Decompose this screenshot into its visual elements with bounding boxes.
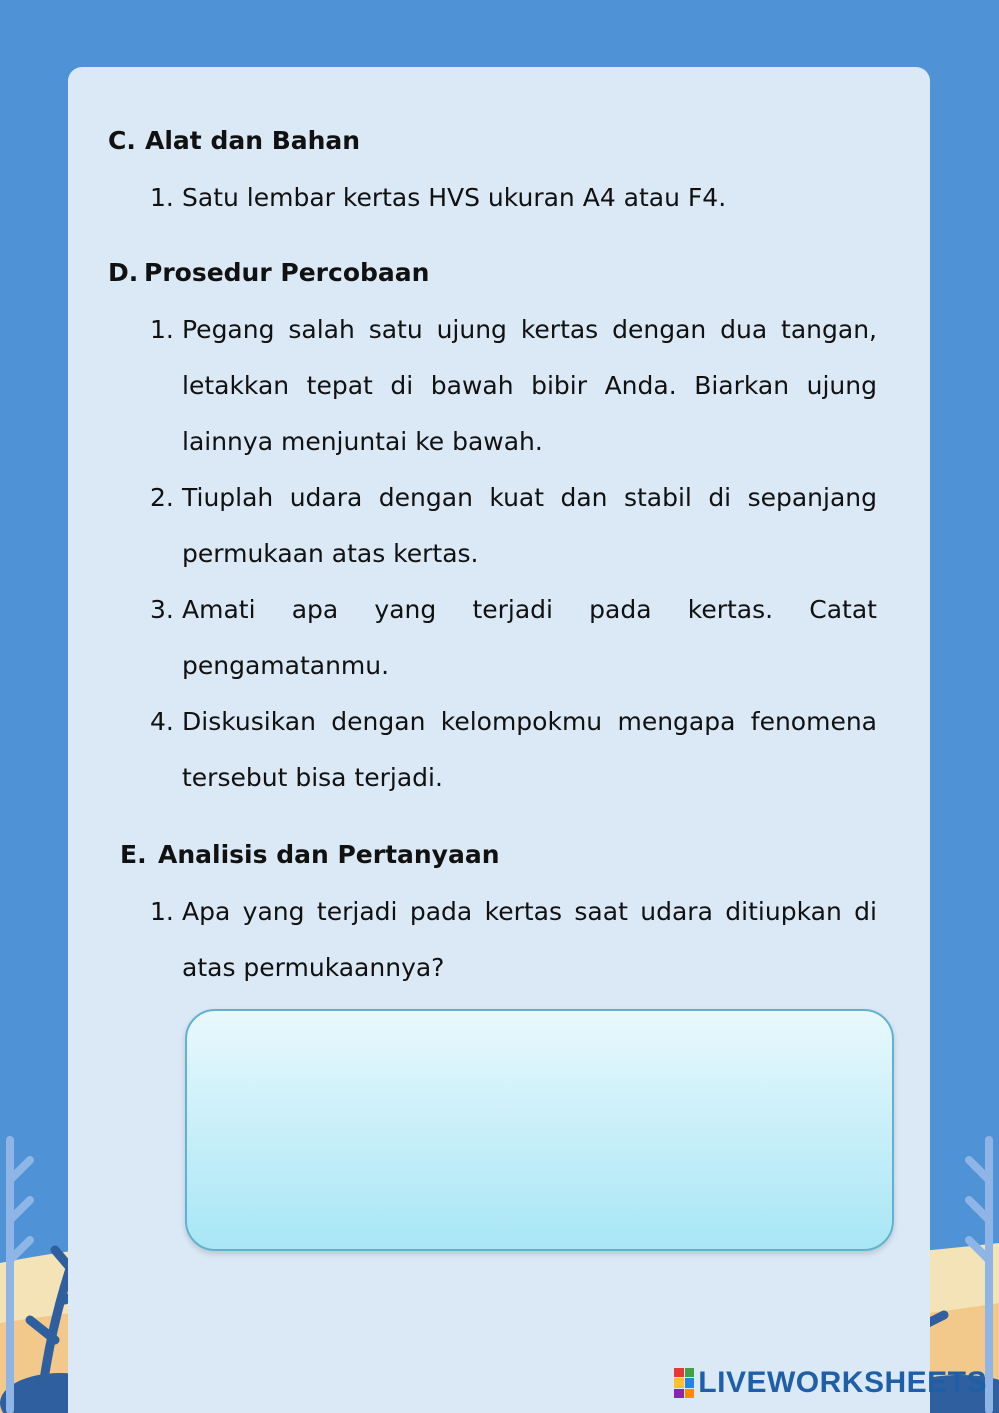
section-heading-e [120, 840, 500, 869]
section-title: Prosedur Percobaan [144, 258, 430, 287]
item-number: 4. [150, 707, 174, 736]
section-letter: C. [108, 126, 136, 155]
section-heading-d [108, 258, 429, 287]
item-number: 2. [150, 483, 174, 512]
item-number: 3. [150, 595, 174, 624]
item-text: Tiuplah udara dengan kuat dan stabil di sepanjang permukaan atas kertas. [182, 483, 877, 568]
item-number: 1. [150, 183, 174, 212]
section-heading-c [108, 126, 360, 155]
list-item [150, 884, 877, 996]
item-text: Apa yang terjadi pada kertas saat udara ditiupkan di atas permukaannya? [182, 897, 877, 982]
item-text: Satu lembar kertas HVS ukuran A4 atau F4. [182, 183, 727, 212]
item-number: 1. [150, 315, 174, 344]
liveworksheets-logo [674, 1363, 987, 1403]
logo-text: LIVEWORKSHEETS [698, 1366, 987, 1399]
list-item [150, 694, 877, 806]
liveworksheets-logo-icon [674, 1368, 694, 1398]
section-letter: D. [108, 258, 139, 287]
list-item [150, 170, 877, 226]
list-item [150, 582, 877, 694]
answer-input-box[interactable] [185, 1009, 894, 1251]
item-text: Pegang salah satu ujung kertas dengan dua tangan, letakkan tepat di bawah bibir Anda. Biarkan ujung lainnya menjuntai ke bawah. [182, 315, 877, 456]
item-number: 1. [150, 897, 174, 926]
list-item [150, 302, 877, 470]
section-title: Alat dan Bahan [145, 126, 361, 155]
section-letter: E. [120, 840, 147, 869]
section-title: Analisis dan Pertanyaan [158, 840, 500, 869]
item-text: Amati apa yang terjadi pada kertas. Catat pengamatanmu. [182, 595, 877, 680]
item-text: Diskusikan dengan kelompokmu mengapa fenomena tersebut bisa terjadi. [182, 707, 877, 792]
list-item [150, 470, 877, 582]
